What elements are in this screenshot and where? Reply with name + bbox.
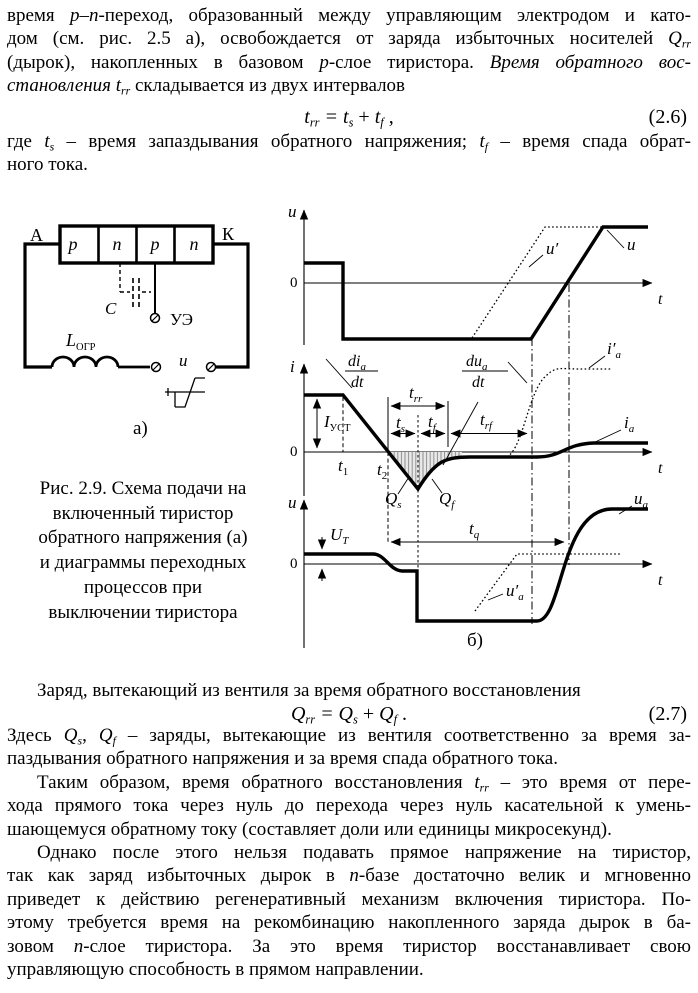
source-waveform-icon [165,378,205,407]
figure-caption [8,477,278,625]
dia-dt-denominator: dt [351,374,364,391]
caption-line: процессов при [83,576,203,598]
ua-zero-label: 0 [290,556,298,572]
qs-pointer [398,477,409,494]
capacitor-wire-dashed [120,263,151,292]
gate-terminal-slash [152,315,159,322]
caption-line: и диаграммы переходных [39,552,247,574]
panel-ua [288,489,663,651]
inductor-coil [52,357,150,367]
figure-2-9 [0,196,698,658]
iust-label: $I_{УСТ}$ [324,412,351,434]
text-line: дом (см. рис. 2.5 а), освобождается от заряда избыточных носителей Qrr [7,28,691,51]
text-line: Однако после этого нельзя подавать прямое напряжение на тиристор, [37,842,691,863]
i-zero-label: 0 [290,444,298,460]
caption-line: выключении тиристора [48,601,238,623]
text-line: (дырок), накопленных в базовом p-слое тиристора. Время обратного вос- [7,51,691,73]
text-line: управляющую способность в прямом направлении. [7,959,424,981]
i-axis-label: i [290,357,295,376]
equation-number: (2.7) [648,703,687,725]
text-line: Здесь Qs, Qf – заряды, вытекающие из вентиля соответственно за время за- [7,725,691,748]
formula-2-6 [7,103,691,131]
caption-line: включенный тиристор [52,502,234,524]
ua-axis-label: u [288,493,297,512]
circuit-diagram [25,226,248,407]
layer-label-n1: n [112,234,122,254]
ua-label: $u_a$ [634,489,648,511]
text-line: время p–n-переход, образованный между управляющим электродом и като- [7,5,691,26]
formula-expression: Qrr = Qs + Qf . [290,703,408,727]
thyristor-layer-dividers [99,226,175,263]
paragraph-thus [7,771,691,841]
qs-label: $Q_s$ [385,489,402,511]
trf-label: $t_{rf}$ [480,410,493,432]
dua-dt-label: $du_a$ [466,353,488,373]
caption-line: Рис. 2.9. Схема подачи на [39,478,247,499]
dia-dt-label: $di_a$ [348,353,366,373]
anode-label: А [30,225,43,245]
gate-label: УЭ [170,310,194,329]
trr-label: $t_{rr}$ [409,383,423,405]
u-prime-label: u′ [546,239,559,258]
ia-pointer [593,430,621,443]
t1-label: $t_1$ [338,456,349,478]
ts-label: $t_s$ [396,413,406,435]
qf-label: $Q_f$ [439,489,455,511]
layer-label-p1: p [68,234,78,254]
circuit-wire-right [213,244,248,367]
text-line: ного тока. [7,154,88,176]
ua-waveform [304,509,648,621]
u-zero-label: 0 [290,275,298,291]
text-line: паздывания обратного напряжения и за время спада обратного тока. [7,748,558,770]
caption-line: обратного напряжения (а) [38,527,248,549]
ua-prime-pointer [488,594,503,600]
i-time-label: t [658,460,663,477]
dua-dt-denominator: dt [472,374,485,391]
text-line: становления trr складывается из двух интервалов [7,75,406,98]
capacitor-label: C [105,299,117,318]
layer-label-n2: n [189,234,199,254]
paragraph-however [7,841,691,981]
paragraph-intro [7,4,691,98]
u-pointer [607,230,624,248]
layer-label-p2: p [150,234,160,254]
source-terminal-left-slash [153,364,160,371]
u-curve-label: u [627,235,636,254]
text-line: шающемуся обратному току (составляет доли или единицы микросекунд). [7,818,612,840]
text-line: Таким образом, время обратного восстановления trr – это время от пере- [37,772,691,795]
equation-number: (2.6) [648,106,687,128]
subfigure-a-label: а) [133,418,148,439]
text-line: приведет к действию регенеративный механизм включения тиристора. По- [7,888,691,910]
text-line: так как заряд избыточных дырок в n-базе достаточно велик и мгновенно [7,865,692,887]
formula-expression: trr = ts + tf , [304,106,394,130]
t2-label: $t_2$ [377,460,388,482]
cathode-label: К [222,224,235,244]
dua-dt-pointer [508,362,527,383]
text-line: этому требуется время на рекомбинацию накопленного заряда дырок в ба- [7,912,691,934]
source-terminal-right-slash [208,364,215,371]
ua-prime-label: $u'_a$ [506,581,524,603]
paragraph-where [7,130,691,177]
tq-label: $t_q$ [469,519,480,541]
tf-label: $t_f$ [428,412,436,434]
source-label: u [179,351,188,370]
ia-prime-label: $i'_a$ [607,339,621,361]
ua-time-label: t [658,572,663,589]
inductor-label: $L_{ОГР}$ [66,330,96,353]
ia-label: $i_a$ [624,413,635,435]
u-prime-pointer [529,255,543,267]
subfigure-b-label: б) [467,630,483,651]
circuit-wire-left [25,244,60,367]
capacitor-plates [133,278,139,307]
text-line: зовом n-слое тиристора. За это время тиристор восстанавливает свою [7,935,691,957]
i-waveform [304,395,648,489]
text-line: хода прямого тока через нуль до перехода через нуль касательной к умень- [7,795,691,817]
u-axis-label: u [288,202,297,221]
panel-u [288,202,663,345]
panel-i [290,339,663,623]
ia-prime-pointer [589,356,605,368]
u-time-label: t [658,291,663,308]
text-line: Заряд, вытекающий из вентиля за время обратного восстановления [37,680,581,701]
ut-label: $U_T$ [330,525,349,547]
ua-prime-dotted-curve [475,554,622,611]
text-line: где ts – время запаздывания обратного напряжения; tf – время спада обрат- [7,131,691,154]
paragraph-here [7,724,691,771]
paragraph-charge [7,679,691,702]
